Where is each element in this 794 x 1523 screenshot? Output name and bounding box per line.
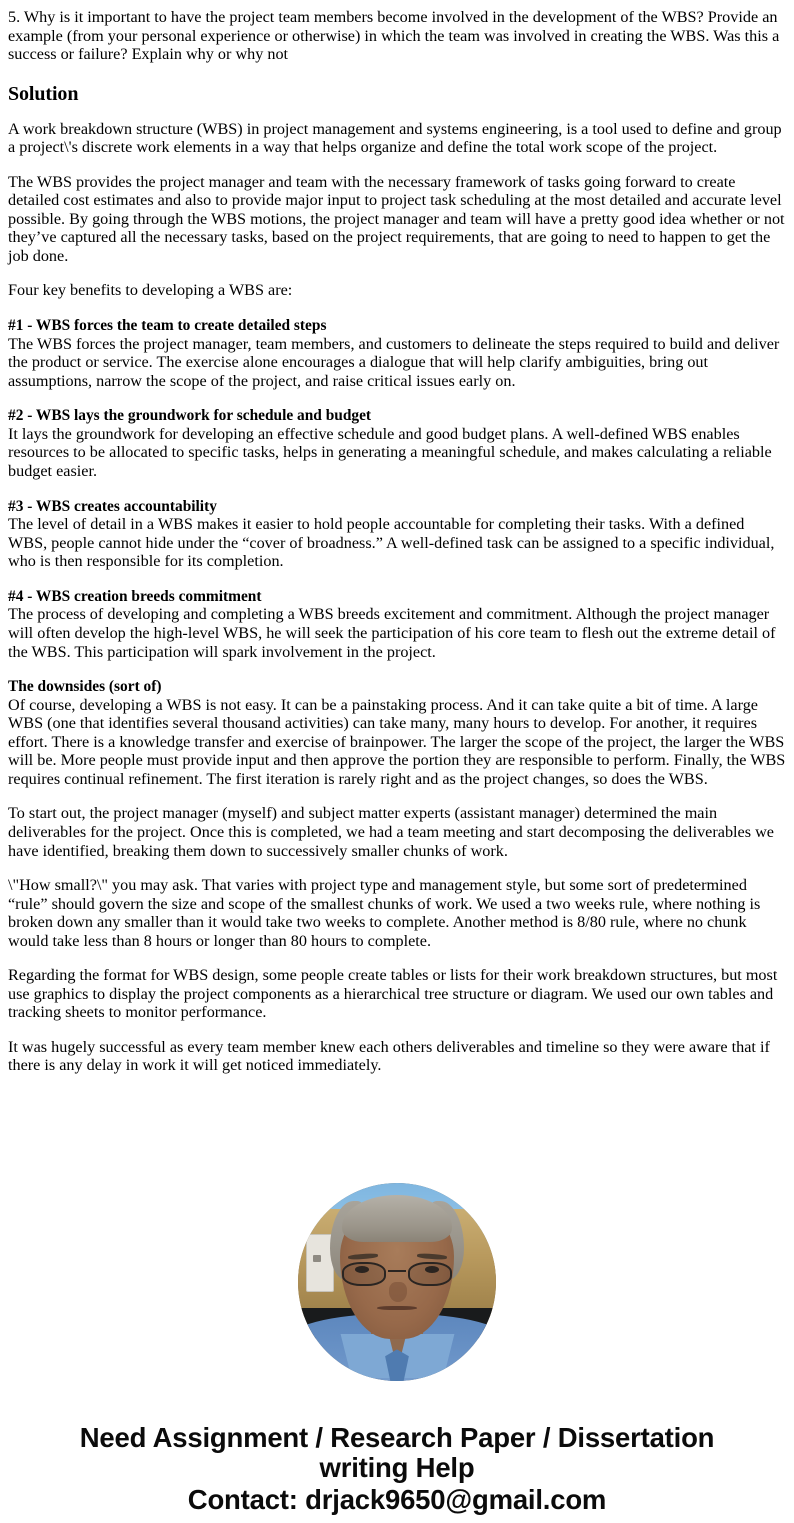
avatar-nose: [389, 1282, 407, 1302]
question-block: [8, 0, 786, 64]
paragraph-wbs-definition: A work breakdown structure (WBS) in project management and systems engineering, is a tool used to define and group a project\'s discrete work elements in a way that helps organize and define the total work scope of the project.: [8, 119, 782, 157]
downsides-title: The downsides (sort of): [8, 678, 162, 696]
avatar-container: [8, 1183, 786, 1381]
downsides-block: [8, 677, 786, 788]
downsides-body: Of course, developing a WBS is not easy. It can be a painstaking process. And it can take quite a bit of time. A large WBS (one that identifies several thousand activities) can take many, many hours to develop. For another, it requires effort. There is a knowledge transfer and exercise of brainpower. The larger the scope of the project, the larger the WBS will be. More people must provide input and then approve the portion they are responsible to perform. Finally, the WBS requires continual refinement. The first iteration is rarely right and as the project changes, so does the WBS.: [8, 695, 786, 788]
paragraph-wbs-framework: The WBS provides the project manager and team with the necessary framework of tasks going forward to create detailed cost estimates and also to provide major input to project task scheduling at the most detailed and accurate level possible. By going through the WBS motions, the project manager and team will have a pretty good idea whether or not they’ve captured all the necessary tasks, based on the project requirements, that are going to need to happen to get the job done.: [8, 172, 785, 265]
benefit-3-body: The level of detail in a WBS makes it easier to hold people accountable for completing their tasks. With a defined WBS, people cannot hide under the “cover of broadness.” A well-defined task can be assigned to a specific individual, who is then responsible for its completion.: [8, 515, 775, 571]
avatar-eye-right: [425, 1266, 439, 1273]
avatar-mouth: [377, 1306, 417, 1310]
benefit-3-title: #3 - WBS creates accountability: [8, 497, 217, 515]
paragraph-start-out: To start out, the project manager (myself) and subject matter experts (assistant manager) determined the main deliverables for the project. Once this is completed, we had a team meeting and start decomposing the deliverables we have identified, breaking them down to successively smaller chunks of work.: [8, 804, 774, 860]
benefit-4-block: [8, 587, 786, 661]
benefit-1-body: The WBS forces the project manager, team members, and customers to delineate the steps required to build and deliver the product or service. The exercise alone encourages a dialogue that will help clarify ambiguities, bring out assumptions, narrow the scope of the project, and raise critical issues early on.: [8, 334, 780, 390]
footer-line-3: Contact: drjack9650@gmail.com: [187, 1483, 607, 1515]
benefit-2-block: [8, 406, 786, 480]
benefit-3-block: [8, 497, 786, 571]
paragraph-four-benefits-intro: Four key benefits to developing a WBS are:: [8, 281, 293, 300]
paragraph-how-small: \"How small?\" you may ask. That varies with project type and management style, but some sort of predetermined “rule” should govern the size and scope of the smallest chunks of work. We used a two weeks rule, where nothing is broken down any smaller than it would take two weeks to complete. Another method is 8/80 rule, where no chunk would take less than 8 hours or longer than 80 hours to complete.: [8, 876, 761, 950]
footer-line-1: Need Assignment / Research Paper / Dissertation: [79, 1422, 715, 1453]
benefit-2-title: #2 - WBS lays the groundwork for schedule and budget: [8, 407, 372, 425]
footer-promo: [8, 1423, 786, 1515]
benefit-4-title: #4 - WBS creation breeds commitment: [8, 587, 262, 605]
paragraph-conclusion: It was hugely successful as every team member knew each others deliverables and timeline so they were aware that if there is any delay in work it will get noticed immediately.: [8, 1037, 770, 1075]
paragraph-wbs-format: Regarding the format for WBS design, some people create tables or lists for their work breakdown structures, but most use graphics to display the project components as a hierarchical tree structure or diagram. We used our own tables and tracking sheets to monitor performance.: [8, 966, 778, 1022]
avatar: [298, 1183, 496, 1381]
question-text: 5. Why is it important to have the project team members become involved in the development of the WBS? Provide an example (from your personal experience or otherwise) in which the team was involved in creating the WBS. Was this a success or failure? Explain why or why not: [8, 8, 780, 64]
benefit-4-body: The process of developing and completing a WBS breeds excitement and commitment. Although the project manager will often develop the high-level WBS, he will seek the participation of his core team to flesh out the extreme detail of the WBS. This participation will spark involvement in the project.: [8, 605, 776, 661]
avatar-glasses-bridge: [388, 1270, 406, 1272]
benefit-1-title: #1 - WBS forces the team to create detailed steps: [8, 317, 327, 335]
benefit-2-body: It lays the groundwork for developing an effective schedule and good budget plans. A well-defined WBS enables resources to be allocated to specific tasks, helps in generating a meaningful schedule, and makes calculating a reliable budget easier.: [8, 424, 772, 480]
solution-heading: Solution: [8, 82, 79, 105]
footer-line-2: writing Help: [319, 1452, 475, 1484]
avatar-eye-left: [355, 1266, 369, 1273]
benefit-1-block: [8, 316, 786, 390]
